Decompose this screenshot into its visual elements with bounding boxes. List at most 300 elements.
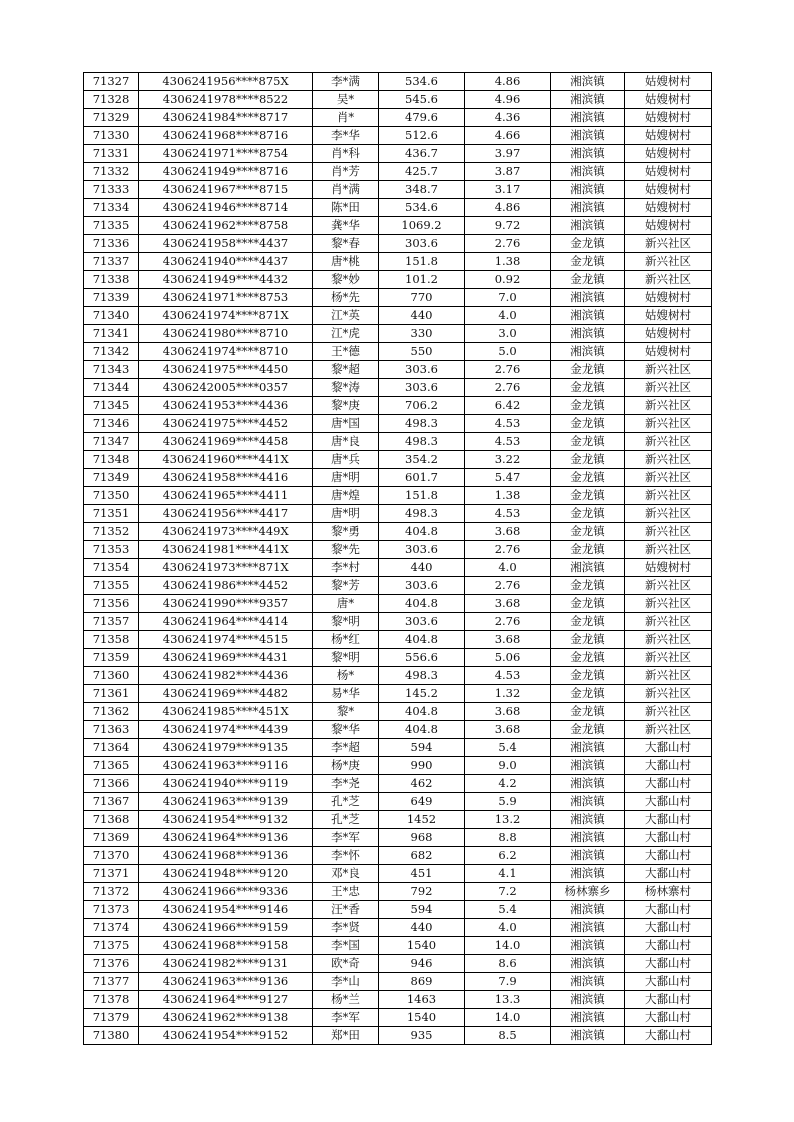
amount-cell: 479.6 [379,109,465,127]
village-cell: 大鄱山村 [625,757,712,775]
table-row [84,541,712,559]
id-number-cell: 4306241963****9139 [139,793,313,811]
town-cell: 湘滨镇 [551,991,625,1009]
table-row [84,829,712,847]
quantity-cell: 3.22 [465,451,551,469]
quantity-cell: 6.2 [465,847,551,865]
id-number-cell: 4306241946****8714 [139,199,313,217]
name-cell: 江*虎 [313,325,379,343]
id-number-cell: 4306241986****4452 [139,577,313,595]
village-cell: 姑嫂树村 [625,559,712,577]
name-cell: 黎*勇 [313,523,379,541]
quantity-cell: 3.87 [465,163,551,181]
table-row [84,127,712,145]
quantity-cell: 4.86 [465,199,551,217]
town-cell: 金龙镇 [551,685,625,703]
town-cell: 金龙镇 [551,595,625,613]
village-cell: 新兴社区 [625,451,712,469]
village-cell: 姑嫂树村 [625,163,712,181]
id-number-cell: 4306241949****8716 [139,163,313,181]
village-cell: 姑嫂树村 [625,127,712,145]
village-cell: 新兴社区 [625,703,712,721]
serial-number-cell: 71343 [84,361,139,379]
serial-number-cell: 71364 [84,739,139,757]
id-number-cell: 4306241985****451X [139,703,313,721]
serial-number-cell: 71374 [84,919,139,937]
id-number-cell: 4306241971****8754 [139,145,313,163]
serial-number-cell: 71368 [84,811,139,829]
id-number-cell: 4306241974****4439 [139,721,313,739]
village-cell: 姑嫂树村 [625,73,712,91]
town-cell: 湘滨镇 [551,973,625,991]
quantity-cell: 5.4 [465,739,551,757]
town-cell: 金龙镇 [551,523,625,541]
name-cell: 陈*田 [313,199,379,217]
quantity-cell: 14.0 [465,937,551,955]
serial-number-cell: 71332 [84,163,139,181]
id-number-cell: 4306241979****9135 [139,739,313,757]
id-number-cell: 4306241984****8717 [139,109,313,127]
quantity-cell: 13.2 [465,811,551,829]
name-cell: 龚*华 [313,217,379,235]
amount-cell: 151.8 [379,487,465,505]
serial-number-cell: 71344 [84,379,139,397]
amount-cell: 1463 [379,991,465,1009]
table-row [84,1027,712,1045]
table-row [84,271,712,289]
name-cell: 杨* [313,667,379,685]
town-cell: 湘滨镇 [551,289,625,307]
table-row [84,631,712,649]
name-cell: 欧*奇 [313,955,379,973]
quantity-cell: 4.86 [465,73,551,91]
id-number-cell: 4306241990****9357 [139,595,313,613]
village-cell: 大鄱山村 [625,739,712,757]
village-cell: 大鄱山村 [625,775,712,793]
village-cell: 大鄱山村 [625,865,712,883]
amount-cell: 968 [379,829,465,847]
village-cell: 大鄱山村 [625,937,712,955]
quantity-cell: 5.47 [465,469,551,487]
serial-number-cell: 71328 [84,91,139,109]
id-number-cell: 4306241969****4482 [139,685,313,703]
village-cell: 新兴社区 [625,667,712,685]
village-cell: 姑嫂树村 [625,145,712,163]
village-cell: 大鄱山村 [625,973,712,991]
amount-cell: 303.6 [379,541,465,559]
id-number-cell: 4306241949****4432 [139,271,313,289]
serial-number-cell: 71360 [84,667,139,685]
village-cell: 姑嫂树村 [625,343,712,361]
amount-cell: 534.6 [379,73,465,91]
serial-number-cell: 71331 [84,145,139,163]
amount-cell: 303.6 [379,235,465,253]
amount-cell: 440 [379,919,465,937]
name-cell: 杨*先 [313,289,379,307]
town-cell: 金龙镇 [551,577,625,595]
table-row [84,811,712,829]
id-number-cell: 4306241954****9132 [139,811,313,829]
records-table [83,72,712,1045]
serial-number-cell: 71371 [84,865,139,883]
town-cell: 金龙镇 [551,451,625,469]
serial-number-cell: 71336 [84,235,139,253]
village-cell: 姑嫂树村 [625,109,712,127]
town-cell: 湘滨镇 [551,127,625,145]
name-cell: 唐*明 [313,505,379,523]
amount-cell: 330 [379,325,465,343]
serial-number-cell: 71362 [84,703,139,721]
serial-number-cell: 71339 [84,289,139,307]
name-cell: 杨*红 [313,631,379,649]
name-cell: 孔*芝 [313,811,379,829]
table-row [84,523,712,541]
quantity-cell: 3.68 [465,721,551,739]
quantity-cell: 4.36 [465,109,551,127]
serial-number-cell: 71357 [84,613,139,631]
name-cell: 李*超 [313,739,379,757]
town-cell: 金龙镇 [551,271,625,289]
name-cell: 肖*满 [313,181,379,199]
quantity-cell: 4.53 [465,415,551,433]
name-cell: 黎*华 [313,721,379,739]
name-cell: 吴* [313,91,379,109]
amount-cell: 512.6 [379,127,465,145]
table-row [84,757,712,775]
village-cell: 新兴社区 [625,505,712,523]
table-row [84,253,712,271]
id-number-cell: 4306241978****8522 [139,91,313,109]
village-cell: 新兴社区 [625,415,712,433]
table-row [84,739,712,757]
serial-number-cell: 71342 [84,343,139,361]
amount-cell: 594 [379,739,465,757]
village-cell: 大鄱山村 [625,919,712,937]
name-cell: 李*村 [313,559,379,577]
quantity-cell: 3.68 [465,523,551,541]
town-cell: 金龙镇 [551,703,625,721]
table-row [84,325,712,343]
table-row [84,91,712,109]
id-number-cell: 4306241971****8753 [139,289,313,307]
serial-number-cell: 71347 [84,433,139,451]
serial-number-cell: 71349 [84,469,139,487]
name-cell: 唐*兵 [313,451,379,469]
amount-cell: 498.3 [379,505,465,523]
id-number-cell: 4306241963****9116 [139,757,313,775]
serial-number-cell: 71355 [84,577,139,595]
quantity-cell: 8.6 [465,955,551,973]
name-cell: 杨*庚 [313,757,379,775]
quantity-cell: 9.72 [465,217,551,235]
amount-cell: 601.7 [379,469,465,487]
table-row [84,487,712,505]
serial-number-cell: 71367 [84,793,139,811]
village-cell: 新兴社区 [625,469,712,487]
table-row [84,703,712,721]
village-cell: 大鄱山村 [625,1027,712,1045]
town-cell: 湘滨镇 [551,343,625,361]
id-number-cell: 4306241956****4417 [139,505,313,523]
amount-cell: 1540 [379,937,465,955]
town-cell: 金龙镇 [551,415,625,433]
serial-number-cell: 71335 [84,217,139,235]
name-cell: 李*满 [313,73,379,91]
name-cell: 唐* [313,595,379,613]
serial-number-cell: 71373 [84,901,139,919]
village-cell: 新兴社区 [625,253,712,271]
village-cell: 大鄱山村 [625,811,712,829]
quantity-cell: 5.0 [465,343,551,361]
quantity-cell: 3.68 [465,631,551,649]
serial-number-cell: 71370 [84,847,139,865]
name-cell: 邓*良 [313,865,379,883]
town-cell: 湘滨镇 [551,217,625,235]
id-number-cell: 4306241940****9119 [139,775,313,793]
town-cell: 湘滨镇 [551,559,625,577]
amount-cell: 498.3 [379,433,465,451]
name-cell: 李*山 [313,973,379,991]
village-cell: 姑嫂树村 [625,289,712,307]
village-cell: 姑嫂树村 [625,325,712,343]
amount-cell: 534.6 [379,199,465,217]
id-number-cell: 4306241963****9136 [139,973,313,991]
amount-cell: 649 [379,793,465,811]
id-number-cell: 4306241974****4515 [139,631,313,649]
id-number-cell: 4306241973****871X [139,559,313,577]
name-cell: 黎*先 [313,541,379,559]
town-cell: 湘滨镇 [551,325,625,343]
id-number-cell: 4306241956****875X [139,73,313,91]
table-row [84,937,712,955]
quantity-cell: 4.0 [465,559,551,577]
quantity-cell: 2.76 [465,577,551,595]
quantity-cell: 1.38 [465,253,551,271]
town-cell: 金龙镇 [551,487,625,505]
serial-number-cell: 71365 [84,757,139,775]
serial-number-cell: 71345 [84,397,139,415]
amount-cell: 869 [379,973,465,991]
id-number-cell: 4306241964****4414 [139,613,313,631]
quantity-cell: 1.32 [465,685,551,703]
id-number-cell: 4306241967****8715 [139,181,313,199]
village-cell: 新兴社区 [625,379,712,397]
table-row [84,289,712,307]
serial-number-cell: 71330 [84,127,139,145]
quantity-cell: 2.76 [465,235,551,253]
quantity-cell: 1.38 [465,487,551,505]
village-cell: 新兴社区 [625,235,712,253]
name-cell: 李*尧 [313,775,379,793]
village-cell: 新兴社区 [625,631,712,649]
quantity-cell: 5.06 [465,649,551,667]
amount-cell: 404.8 [379,523,465,541]
serial-number-cell: 71354 [84,559,139,577]
quantity-cell: 4.0 [465,307,551,325]
town-cell: 湘滨镇 [551,901,625,919]
amount-cell: 990 [379,757,465,775]
town-cell: 金龙镇 [551,361,625,379]
id-number-cell: 4306241953****4436 [139,397,313,415]
amount-cell: 354.2 [379,451,465,469]
table-row [84,721,712,739]
id-number-cell: 4306241982****9131 [139,955,313,973]
table-row [84,181,712,199]
amount-cell: 303.6 [379,361,465,379]
amount-cell: 770 [379,289,465,307]
quantity-cell: 4.53 [465,505,551,523]
amount-cell: 545.6 [379,91,465,109]
table-row [84,649,712,667]
town-cell: 湘滨镇 [551,865,625,883]
serial-number-cell: 71340 [84,307,139,325]
id-number-cell: 4306241966****9159 [139,919,313,937]
village-cell: 大鄱山村 [625,955,712,973]
id-number-cell: 4306241958****4437 [139,235,313,253]
name-cell: 孔*芝 [313,793,379,811]
id-number-cell: 4306242005****0357 [139,379,313,397]
table-row [84,991,712,1009]
amount-cell: 101.2 [379,271,465,289]
table-row [84,595,712,613]
village-cell: 姑嫂树村 [625,307,712,325]
id-number-cell: 4306241982****4436 [139,667,313,685]
table-row [84,559,712,577]
town-cell: 湘滨镇 [551,919,625,937]
town-cell: 湘滨镇 [551,199,625,217]
serial-number-cell: 71369 [84,829,139,847]
name-cell: 李*国 [313,937,379,955]
serial-number-cell: 71378 [84,991,139,1009]
quantity-cell: 5.4 [465,901,551,919]
village-cell: 大鄱山村 [625,1009,712,1027]
town-cell: 湘滨镇 [551,163,625,181]
town-cell: 金龙镇 [551,469,625,487]
id-number-cell: 4306241960****441X [139,451,313,469]
quantity-cell: 3.68 [465,595,551,613]
serial-number-cell: 71363 [84,721,139,739]
id-number-cell: 4306241980****8710 [139,325,313,343]
table-row [84,919,712,937]
quantity-cell: 6.42 [465,397,551,415]
town-cell: 金龙镇 [551,253,625,271]
table-row [84,577,712,595]
town-cell: 湘滨镇 [551,775,625,793]
town-cell: 湘滨镇 [551,739,625,757]
village-cell: 新兴社区 [625,577,712,595]
name-cell: 黎*明 [313,613,379,631]
town-cell: 湘滨镇 [551,73,625,91]
town-cell: 金龙镇 [551,397,625,415]
serial-number-cell: 71379 [84,1009,139,1027]
name-cell: 杨*兰 [313,991,379,1009]
village-cell: 杨林寨村 [625,883,712,901]
table-row [84,613,712,631]
village-cell: 新兴社区 [625,523,712,541]
table-row [84,163,712,181]
village-cell: 姑嫂树村 [625,199,712,217]
village-cell: 新兴社区 [625,613,712,631]
amount-cell: 303.6 [379,379,465,397]
table-row [84,505,712,523]
quantity-cell: 7.9 [465,973,551,991]
amount-cell: 440 [379,307,465,325]
name-cell: 肖*科 [313,145,379,163]
village-cell: 大鄱山村 [625,991,712,1009]
quantity-cell: 4.66 [465,127,551,145]
serial-number-cell: 71353 [84,541,139,559]
id-number-cell: 4306241964****9127 [139,991,313,1009]
name-cell: 李*华 [313,127,379,145]
quantity-cell: 4.2 [465,775,551,793]
id-number-cell: 4306241962****9138 [139,1009,313,1027]
town-cell: 金龙镇 [551,613,625,631]
amount-cell: 935 [379,1027,465,1045]
table-row [84,145,712,163]
town-cell: 湘滨镇 [551,181,625,199]
serial-number-cell: 71329 [84,109,139,127]
serial-number-cell: 71361 [84,685,139,703]
name-cell: 黎*庚 [313,397,379,415]
table-row [84,775,712,793]
quantity-cell: 8.5 [465,1027,551,1045]
quantity-cell: 2.76 [465,379,551,397]
village-cell: 新兴社区 [625,271,712,289]
id-number-cell: 4306241975****4452 [139,415,313,433]
quantity-cell: 13.3 [465,991,551,1009]
town-cell: 金龙镇 [551,379,625,397]
serial-number-cell: 71350 [84,487,139,505]
quantity-cell: 7.0 [465,289,551,307]
amount-cell: 404.8 [379,703,465,721]
table-row [84,109,712,127]
name-cell: 易*华 [313,685,379,703]
village-cell: 新兴社区 [625,397,712,415]
id-number-cell: 4306241954****9152 [139,1027,313,1045]
amount-cell: 792 [379,883,465,901]
name-cell: 李*军 [313,829,379,847]
name-cell: 肖*芳 [313,163,379,181]
id-number-cell: 4306241940****4437 [139,253,313,271]
name-cell: 黎*明 [313,649,379,667]
table-row [84,793,712,811]
id-number-cell: 4306241974****8710 [139,343,313,361]
amount-cell: 594 [379,901,465,919]
amount-cell: 498.3 [379,667,465,685]
name-cell: 王*忠 [313,883,379,901]
town-cell: 金龙镇 [551,721,625,739]
id-number-cell: 4306241973****449X [139,523,313,541]
id-number-cell: 4306241948****9120 [139,865,313,883]
serial-number-cell: 71356 [84,595,139,613]
amount-cell: 451 [379,865,465,883]
id-number-cell: 4306241974****871X [139,307,313,325]
id-number-cell: 4306241968****9158 [139,937,313,955]
table-row [84,433,712,451]
id-number-cell: 4306241954****9146 [139,901,313,919]
amount-cell: 556.6 [379,649,465,667]
amount-cell: 303.6 [379,577,465,595]
amount-cell: 303.6 [379,613,465,631]
amount-cell: 436.7 [379,145,465,163]
amount-cell: 1540 [379,1009,465,1027]
amount-cell: 425.7 [379,163,465,181]
quantity-cell: 3.97 [465,145,551,163]
serial-number-cell: 71327 [84,73,139,91]
serial-number-cell: 71333 [84,181,139,199]
serial-number-cell: 71334 [84,199,139,217]
quantity-cell: 4.96 [465,91,551,109]
